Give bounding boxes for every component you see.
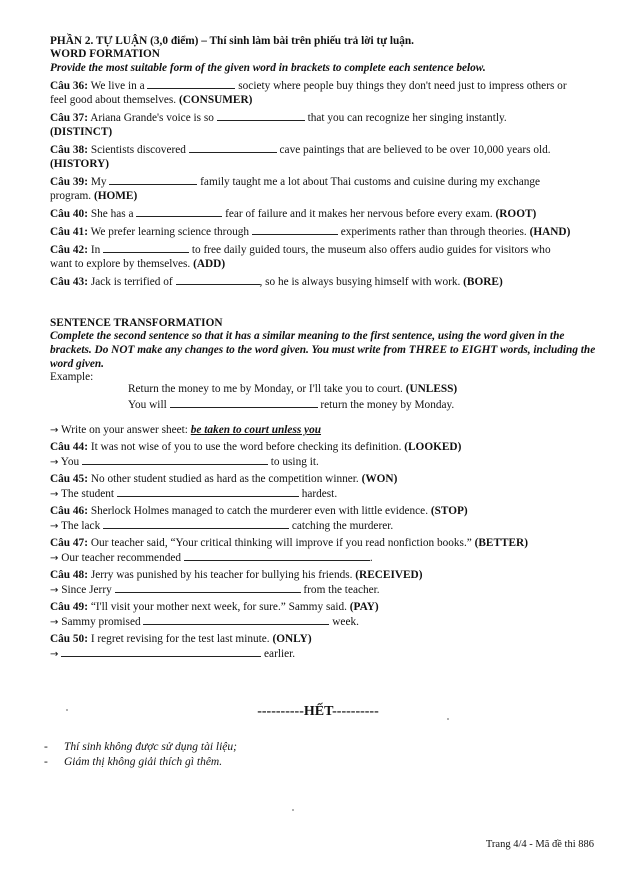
answer-blank [217, 110, 305, 121]
arrow-icon: → [50, 489, 59, 500]
question-number: Câu 49: [50, 601, 88, 613]
scan-speck [66, 709, 68, 711]
word-formation-instruction: Provide the most suitable form of the given word in brackets to complete each sentence below. [50, 62, 486, 74]
question-50: Câu 50: I regret revising for the test last minute. (ONLY) → earlier. [50, 633, 312, 660]
answer-blank [115, 582, 301, 593]
answer-blank [61, 646, 261, 657]
answer-blank [170, 397, 318, 408]
keyword: (HISTORY) [50, 158, 110, 170]
question-number: Câu 36: [50, 80, 88, 92]
page-footer: Trang 4/4 - Mã đề thi 886 [485, 839, 594, 850]
answer-blank [103, 242, 189, 253]
question-number: Câu 50: [50, 633, 88, 645]
answer-blank [189, 142, 277, 153]
keyword: (ONLY) [272, 633, 312, 645]
arrow-icon: → [50, 457, 59, 468]
example-answer: be taken to court unless you [190, 424, 322, 436]
question-number: Câu 38: [50, 144, 88, 156]
question-48: Câu 48: Jerry was punished by his teacher for bullying his friends. (RECEIVED) → Since Jerry from the teacher. [50, 569, 423, 596]
question-46: Câu 46: Sherlock Holmes managed to catch the murderer even with little evidence. (STOP) → The lack catching the murderer. [50, 505, 468, 532]
keyword: (LOOKED) [404, 441, 462, 453]
answer-blank [252, 224, 338, 235]
answer-blank [109, 174, 197, 185]
question-number: Câu 48: [50, 569, 88, 581]
keyword: (STOP) [430, 505, 468, 517]
sentence-transformation-title: SENTENCE TRANSFORMATION [50, 317, 223, 329]
answer-blank [147, 78, 235, 89]
example-line-2: You will return the money by Monday. [128, 399, 455, 411]
answer-blank [176, 274, 260, 285]
question-40: Câu 40: She has a fear of failure and it makes her nervous before every exam. (ROOT) [50, 208, 537, 220]
arrow-icon: → [50, 649, 59, 660]
question-number: Câu 39: [50, 176, 88, 188]
keyword: (WON) [361, 473, 398, 485]
write-on-answer-sheet: → Write on your answer sheet: be taken to court unless you [50, 424, 322, 436]
question-49: Câu 49: “I'll visit your mother next week, for sure.” Sammy said. (PAY) → Sammy promised week. [50, 601, 379, 628]
arrow-icon: → [50, 585, 59, 596]
question-number: Câu 37: [50, 112, 88, 124]
question-38: Câu 38: Scientists discovered cave paintings that are believed to be over 10,000 years old. (HISTORY) [50, 144, 551, 170]
part2-heading: PHẦN 2. TỰ LUẬN (3,0 điểm) – Thí sinh làm bài trên phiếu trả lời tự luận. [50, 35, 415, 47]
keyword: (BORE) [463, 276, 503, 288]
end-marker: ----------HẾT---------- [257, 704, 379, 719]
example-label: Example: [50, 371, 94, 383]
scan-speck [447, 718, 449, 720]
keyword: (PAY) [349, 601, 379, 613]
question-number: Câu 44: [50, 441, 88, 453]
answer-blank [136, 206, 222, 217]
arrow-icon: → [50, 617, 59, 628]
answer-blank [143, 614, 329, 625]
arrow-icon: → [50, 521, 59, 532]
question-number: Câu 40: [50, 208, 88, 220]
question-37: Câu 37: Ariana Grande's voice is so that you can recognize her singing instantly. (DISTINCT) [50, 112, 507, 138]
keyword: (HOME) [93, 190, 138, 202]
arrow-icon: → [50, 425, 59, 436]
keyword: (BETTER) [474, 537, 528, 549]
word-formation-title: WORD FORMATION [50, 48, 160, 60]
question-47: Câu 47: Our teacher said, “Your critical thinking will improve if you read nonfiction books.” (BETTER) → Our teacher recommended . [50, 537, 528, 564]
keyword: (UNLESS) [405, 383, 458, 395]
question-42: Câu 42: In to free daily guided tours, the museum also offers audio guides for visitors who want to explore by themselves. (ADD) [50, 244, 551, 270]
example-line-1: Return the money to me by Monday, or I'll take you to court. (UNLESS) [128, 383, 458, 395]
question-41: Câu 41: We prefer learning science through experiments rather than through theories. (HAND) [50, 226, 571, 238]
note-2: - Giám thị không giải thích gì thêm. [44, 756, 223, 768]
answer-blank [82, 454, 268, 465]
question-number: Câu 43: [50, 276, 88, 288]
question-number: Câu 45: [50, 473, 88, 485]
question-36: Câu 36: We live in a society where people buy things they don't need just to impress others or feel good about themselves. (CONSUMER) [50, 80, 567, 106]
answer-blank [103, 518, 289, 529]
question-number: Câu 42: [50, 244, 88, 256]
question-45: Câu 45: No other student studied as hard as the competition winner. (WON) → The student hardest. [50, 473, 398, 500]
answer-blank [184, 550, 370, 561]
note-1: - Thí sinh không được sử dụng tài liệu; [44, 741, 237, 753]
question-43: Câu 43: Jack is terrified of , so he is always busying himself with work. (BORE) [50, 276, 503, 288]
sentence-transformation-instruction: Complete the second sentence so that it has a similar meaning to the first sentence, using the word given in the brackets. Do NOT make any changes to the word given. You must write from THREE to EIGHT words, including the word given. [50, 330, 596, 370]
question-44: Câu 44: It was not wise of you to use the word before checking its definition. (LOOKED) → You to using it. [50, 441, 462, 468]
keyword: (RECEIVED) [355, 569, 423, 581]
keyword: (HAND) [529, 226, 571, 238]
keyword: (ADD) [193, 258, 226, 270]
arrow-icon: → [50, 553, 59, 564]
scan-speck [292, 809, 294, 811]
answer-blank [117, 486, 299, 497]
keyword: (CONSUMER) [178, 94, 253, 106]
keyword: (ROOT) [495, 208, 537, 220]
question-39: Câu 39: My family taught me a lot about Thai customs and cuisine during my exchange program. (HOME) [50, 176, 541, 202]
question-number: Câu 47: [50, 537, 88, 549]
keyword: (DISTINCT) [50, 126, 113, 138]
question-number: Câu 46: [50, 505, 88, 517]
question-number: Câu 41: [50, 226, 88, 238]
